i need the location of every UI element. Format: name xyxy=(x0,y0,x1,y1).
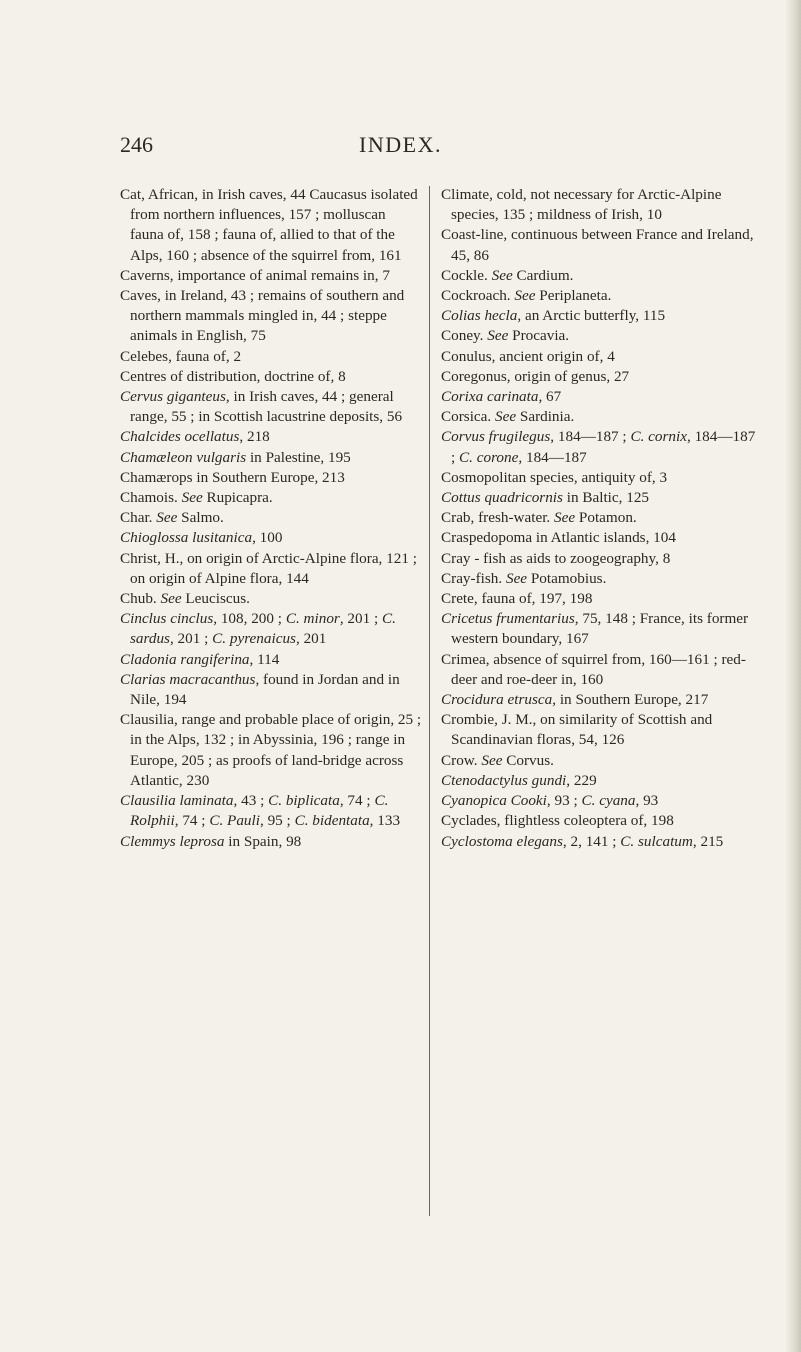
index-entry-italic-text: C. cornix xyxy=(630,428,687,446)
index-entry xyxy=(120,387,422,427)
index-entry-text: , 67 xyxy=(538,388,562,406)
index-entry-italic-text: Corvus frugilegus xyxy=(441,428,551,446)
index-entry-text: Cat, African, in Irish caves, 44 Caucasus isolated from northern influences, 157 ; molluscan fauna of, 158 ; fauna of, allied to that of the Alps, 160 ; absence of the squirrel from, 161 xyxy=(120,186,418,264)
index-entry xyxy=(441,367,758,387)
index-entry-text: Salmo. xyxy=(177,509,224,527)
index-entry xyxy=(441,609,758,649)
index-entry-text: Coney. xyxy=(441,327,488,345)
index-entry-italic-text: Cladonia rangiferina xyxy=(120,650,250,668)
index-entry-text: , 93 xyxy=(635,792,659,810)
index-entry xyxy=(120,528,422,548)
index-entry xyxy=(120,508,422,528)
index-entry-text: Climate, cold, not necessary for Arctic-Alpine species, 135 ; mildness of Irish, 10 xyxy=(441,186,722,224)
index-entry-text: Potamobius. xyxy=(527,569,607,587)
index-entry xyxy=(120,427,422,447)
index-entry xyxy=(441,225,758,265)
index-entry-text: Coast-line, continuous between France and Ireland, 45, 86 xyxy=(441,226,754,264)
index-entry-text: , 43 ; xyxy=(233,792,269,810)
index-entry-text: Cray - fish as aids to zoogeography, 8 xyxy=(441,549,671,567)
index-entry xyxy=(441,710,758,750)
index-entry-text: in Palestine, 195 xyxy=(246,448,351,466)
index-entry-text: Rupicapra. xyxy=(202,489,273,507)
index-entry-text: Chamois. xyxy=(120,489,182,507)
index-entry xyxy=(120,367,422,387)
index-entry-text: Chamærops in Southern Europe, 213 xyxy=(120,468,345,486)
index-entry-italic-text: See xyxy=(554,509,576,527)
page-edge-shadow xyxy=(785,0,801,1352)
index-entry-italic-text: C. sulcatum xyxy=(620,832,693,850)
index-entry-text: Cardium. xyxy=(512,266,574,284)
index-entry-text: Celebes, fauna of, 2 xyxy=(120,347,242,365)
index-entry-italic-text: Chioglossa lusitanica xyxy=(120,529,253,547)
index-entry-italic-text: See xyxy=(505,569,528,587)
page-header xyxy=(0,132,801,162)
index-entry-text: , 184—187 ; xyxy=(550,428,631,446)
index-entry-italic-text: Clausilia laminata xyxy=(120,792,234,810)
index-entry xyxy=(120,791,422,831)
index-entry xyxy=(120,185,422,266)
index-entry xyxy=(441,468,758,488)
index-entry-text: Corvus. xyxy=(502,751,554,769)
index-entry-text: , 218 xyxy=(239,428,270,446)
index-entry-italic-text: Cinclus cinclus xyxy=(120,610,214,628)
index-entry-text: , in Irish caves, 44 ; general range, 55 ; in Scottish lacustrine deposits, 56 xyxy=(130,388,403,426)
index-entry-text: Potamon. xyxy=(575,509,637,527)
index-entry-italic-text: Cyclostoma elegans xyxy=(441,832,563,850)
index-entry-italic-text: C. sardus xyxy=(130,610,396,648)
index-entry-text: , 229 xyxy=(566,771,597,789)
index-entry xyxy=(441,326,758,346)
index-entry-text: Caves, in Ireland, 43 ; remains of southern and northern mammals mingled in, 44 ; steppe animals in English, 75 xyxy=(120,287,405,345)
index-entry-italic-text: Clarias macracanthus xyxy=(120,670,256,688)
index-entry-italic-text: See xyxy=(514,287,536,305)
index-entry xyxy=(441,528,758,548)
index-entry-italic-text: See xyxy=(481,751,503,769)
index-entry xyxy=(120,609,422,649)
index-entry-text: , 133 xyxy=(369,812,401,830)
index-entry-italic-text: Clemmys leprosa xyxy=(120,832,225,850)
index-entry xyxy=(441,811,758,831)
index-entry-italic-text: C. Rolphii xyxy=(130,792,389,830)
index-entry-text: Cockroach. xyxy=(441,287,515,305)
index-entry xyxy=(441,589,758,609)
index-entry xyxy=(120,266,422,286)
index-entry-text: Cosmopolitan species, antiquity of, 3 xyxy=(441,468,668,486)
index-entry-text: , 201 ; xyxy=(339,610,383,628)
index-entry-italic-text: See xyxy=(156,509,178,527)
index-entry-text: in Baltic, 125 xyxy=(562,489,650,507)
index-column-right xyxy=(441,185,758,852)
index-entry-text: , 215 xyxy=(692,832,724,850)
index-entry xyxy=(441,771,758,791)
index-entry-text: , 184—187 ; xyxy=(451,428,756,466)
index-entry-text: Char. xyxy=(120,509,157,527)
index-entry-text: Periplaneta. xyxy=(535,287,612,305)
index-entry-italic-text: C. biplicata xyxy=(268,792,340,810)
index-entry-text: , 75, 148 ; France, its former western boundary, 167 xyxy=(451,610,749,648)
index-entry-italic-text: See xyxy=(181,489,203,507)
index-entry xyxy=(441,690,758,710)
index-entry-italic-text: C. cyana xyxy=(581,792,636,810)
index-entry xyxy=(441,387,758,407)
index-entry-italic-text: Chamæleon vulgaris xyxy=(120,448,247,466)
index-entry xyxy=(441,306,758,326)
index-entry-text: , 74 ; xyxy=(339,792,375,810)
index-entry-text: Cyclades, flightless coleoptera of, 198 xyxy=(441,812,674,830)
index-entry-text: Crimea, absence of squirrel from, 160—161 ; red-deer and roe-deer in, 160 xyxy=(441,650,746,688)
index-entry-text: , 100 xyxy=(252,529,283,547)
index-entry xyxy=(120,347,422,367)
page-number: 246 xyxy=(120,132,153,157)
index-entry-text: , 108, 200 ; xyxy=(213,610,286,628)
index-entry-text: , 184—187 xyxy=(518,448,587,466)
index-entry-italic-text: See xyxy=(487,327,509,345)
index-entry-text: Coregonus, origin of genus, 27 xyxy=(441,367,630,385)
index-entry-italic-text: Crocidura etrusca xyxy=(441,691,553,709)
index-entry-italic-text: Ctenodactylus gundi xyxy=(441,771,567,789)
index-entry-italic-text: C. corone xyxy=(459,448,519,466)
index-entry xyxy=(120,468,422,488)
index-entry-italic-text: C. Pauli xyxy=(209,812,260,830)
index-entry-text: Crab, fresh-water. xyxy=(441,509,555,527)
index-entry xyxy=(120,670,422,710)
index-entry-italic-text: Colias hecla xyxy=(441,307,518,325)
index-entry xyxy=(441,185,758,225)
index-entry xyxy=(120,286,422,347)
index-entry xyxy=(441,347,758,367)
index-entry xyxy=(441,488,758,508)
index-entry-text: Crombie, J. M., on similarity of Scottish and Scandinavian floras, 54, 126 xyxy=(441,711,713,749)
index-entry-text: , 201 xyxy=(295,630,327,648)
index-entry-italic-text: See xyxy=(495,408,517,426)
index-entry-text: , 95 ; xyxy=(259,812,295,830)
index-entry-text: Craspedopoma in Atlantic islands, 104 xyxy=(441,529,676,547)
index-entry xyxy=(441,266,758,286)
index-entry-text: Conulus, ancient origin of, 4 xyxy=(441,347,615,365)
index-entry-italic-text: C. pyrenaicus xyxy=(212,630,296,648)
index-entry-text: , found in Jordan and in Nile, 194 xyxy=(130,670,400,709)
index-entry xyxy=(441,508,758,528)
index-entry-text: Centres of distribution, doctrine of, 8 xyxy=(120,367,346,385)
index-entry-text: Crow. xyxy=(441,751,482,769)
index-entry-text: , in Southern Europe, 217 xyxy=(552,691,709,709)
index-entry-text: Clausilia, range and probable place of origin, 25 ; in the Alps, 132 ; in Abyssinia, 196 ; range in Europe, 205 ; as proofs of land-bridge across Atlantic, 230 xyxy=(120,711,422,789)
index-entry xyxy=(120,488,422,508)
index-entry-text: in Spain, 98 xyxy=(224,832,302,850)
index-entry-text: Caverns, importance of animal remains in, 7 xyxy=(120,266,390,284)
index-entry-text: Crete, fauna of, 197, 198 xyxy=(441,590,593,608)
index-entry xyxy=(441,286,758,306)
index-entry xyxy=(120,549,422,589)
index-entry-text: , 74 ; xyxy=(174,812,210,830)
index-entry-text: Cray-fish. xyxy=(441,569,506,587)
index-entry-italic-text: Cyanopica Cooki xyxy=(441,792,547,810)
index-entry xyxy=(441,427,758,467)
column-divider xyxy=(429,186,430,1216)
index-column-left xyxy=(120,185,422,852)
index-entry-italic-text: Cervus giganteus xyxy=(120,388,226,406)
index-entry-text: Sardinia. xyxy=(516,408,575,426)
index-entry-text: Chub. xyxy=(120,590,161,608)
index-entry-italic-text: Chalcides ocellatus xyxy=(120,428,240,446)
page-title: INDEX. xyxy=(359,132,442,157)
index-entry xyxy=(441,549,758,569)
index-entry xyxy=(441,407,758,427)
index-entry-italic-text: See xyxy=(160,590,182,608)
index-entry-text: Leuciscus. xyxy=(181,590,250,608)
index-entry-italic-text: Cottus quadricornis xyxy=(441,489,563,507)
index-entry xyxy=(441,832,758,852)
index-entry-text: , 93 ; xyxy=(546,792,582,810)
index-entry-italic-text: Cricetus frumentarius xyxy=(441,610,575,628)
index-entry xyxy=(120,650,422,670)
index-entry-text: , 114 xyxy=(249,650,280,668)
index-entry-text: Cockle. xyxy=(441,266,492,284)
index-entry xyxy=(441,751,758,771)
index-entry xyxy=(441,569,758,589)
index-entry xyxy=(441,650,758,690)
index-entry xyxy=(441,791,758,811)
index-entry-italic-text: See xyxy=(491,266,513,284)
index-entry-text: , 201 ; xyxy=(169,630,213,648)
index-entry xyxy=(120,589,422,609)
index-entry-italic-text: Corixa carinata xyxy=(441,388,539,406)
index-entry-text: Procavia. xyxy=(508,327,570,345)
index-entry xyxy=(120,448,422,468)
index-entry-italic-text: C. bidentata xyxy=(294,812,370,830)
index-entry-text: Corsica. xyxy=(441,408,495,426)
index-entry-text: , 2, 141 ; xyxy=(562,832,621,850)
index-entry xyxy=(120,832,422,852)
index-entry xyxy=(120,710,422,791)
index-entry-text: , an Arctic butterfly, 115 xyxy=(517,307,666,325)
index-entry-italic-text: C. minor xyxy=(285,610,340,628)
index-entry-text: Christ, H., on origin of Arctic-Alpine flora, 121 ; on origin of Alpine flora, 144 xyxy=(120,549,417,587)
